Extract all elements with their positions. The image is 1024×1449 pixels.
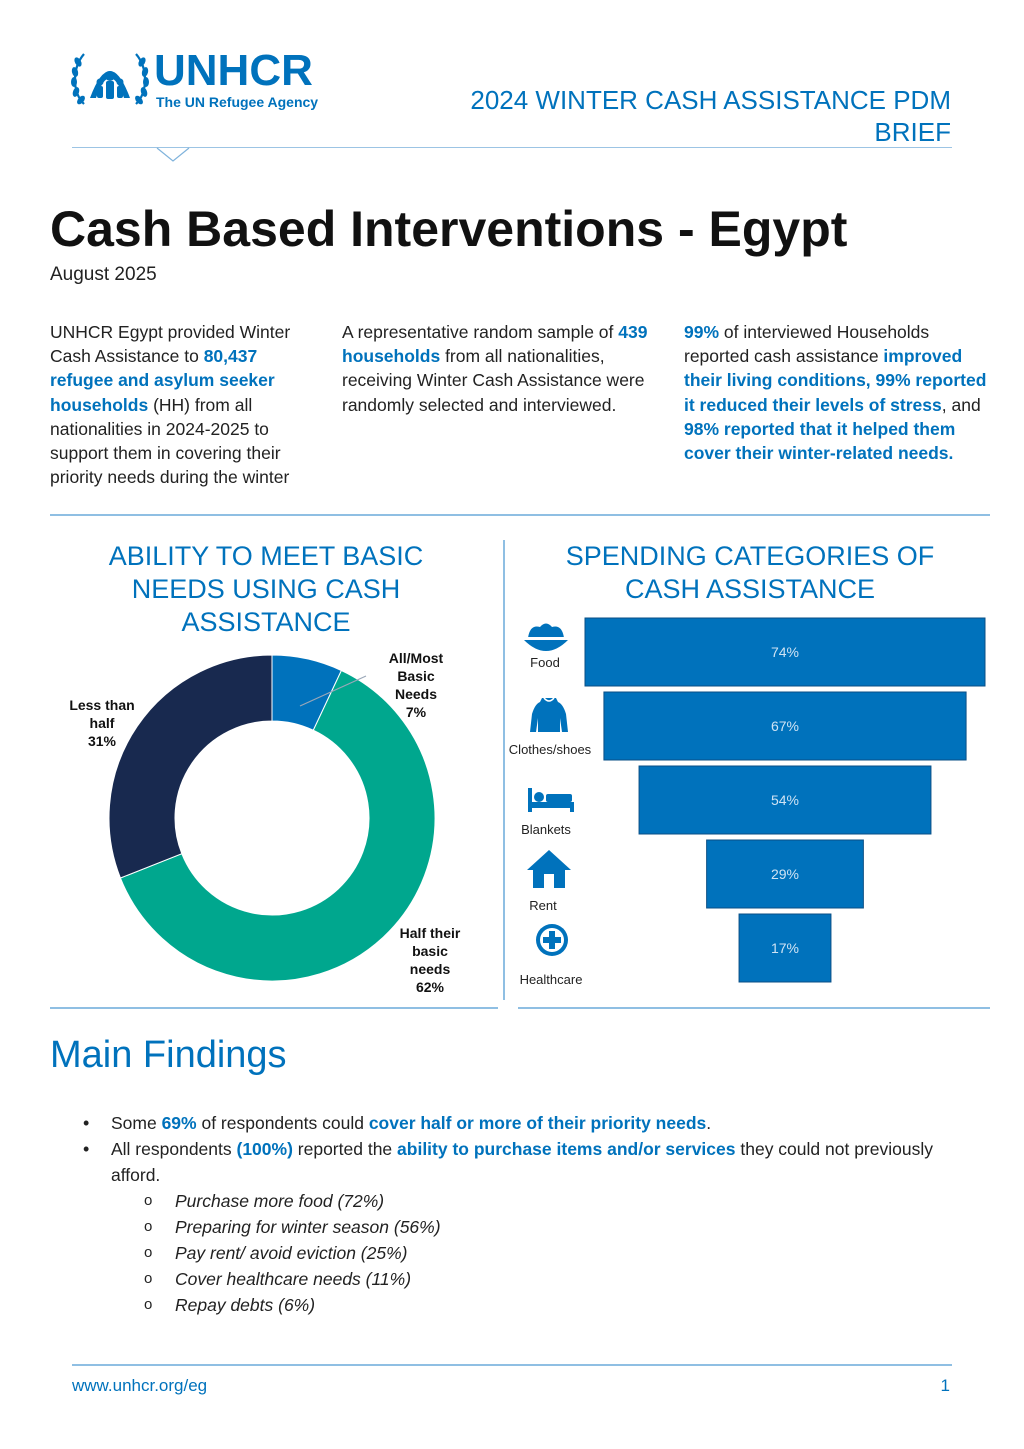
label-line: Basic xyxy=(397,668,435,684)
brief-title xyxy=(391,84,951,148)
label-line: Half their xyxy=(399,925,461,941)
findings-list xyxy=(80,1110,940,1318)
section-divider xyxy=(50,1007,498,1009)
intro-highlight: 98% reported that it helped them cover their winter-related needs. xyxy=(684,418,956,464)
chart-title-line: SPENDING CATEGORIES OF xyxy=(565,541,935,571)
category-label-healthcare: Healthcare xyxy=(519,972,583,987)
main-findings-title: Main Findings xyxy=(50,1034,287,1076)
category-label-blankets: Blankets xyxy=(521,822,571,837)
intro-text: UNHCR Egypt provided Winter Cash Assistance to xyxy=(50,322,291,367)
logo-wordmark: UNHCR xyxy=(154,46,313,95)
label-line: basic xyxy=(412,943,448,959)
spending-bar-value-label: 74% xyxy=(770,644,800,660)
label-line: 31% xyxy=(87,733,117,749)
finding-highlight: ability to purchase items and/or services xyxy=(397,1139,736,1159)
sub-list-item: o Pay rent/ avoid eviction (25%) xyxy=(80,1240,940,1266)
intro-highlight: 99% xyxy=(684,322,720,342)
intro-text: A representative random sample of xyxy=(342,322,619,342)
medical-cross-icon xyxy=(534,922,570,958)
finding-highlight: (100%) xyxy=(236,1139,293,1159)
category-label-rent: Rent xyxy=(529,898,557,913)
finding-text: they could not previously afford. xyxy=(111,1139,933,1185)
intro-text: from all nationalities, receiving Winter Cash Assistance were randomly selected and interviewed. xyxy=(342,346,645,415)
intro-column-2 xyxy=(342,320,657,417)
house-icon xyxy=(525,848,573,890)
intro-text: of interviewed Households reported cash assistance xyxy=(684,322,930,367)
intro-text: , and xyxy=(941,394,981,415)
spending-bar-value-label: 67% xyxy=(770,718,800,734)
page-title: Cash Based Interventions - Egypt xyxy=(50,201,848,257)
intro-text: (HH) from all nationalities in 2024-2025 to support them in covering their priority needs during the winter xyxy=(50,394,290,488)
spending-bar-value-label: 54% xyxy=(770,792,800,808)
finding-text: All respondents xyxy=(111,1139,237,1159)
chart-title-line: CASH ASSISTANCE xyxy=(624,574,876,604)
section-divider xyxy=(518,1007,990,1009)
category-label-clothes: Clothes/shoes xyxy=(508,742,592,757)
header-notch-icon xyxy=(156,147,190,163)
sub-list-item: o Preparing for winter season (56%) xyxy=(80,1214,940,1240)
food-bowl-icon xyxy=(520,618,572,658)
clothes-shirt-icon xyxy=(528,696,570,734)
donut-label-all-most xyxy=(366,649,466,721)
section-divider xyxy=(50,514,990,516)
label-line: All/Most xyxy=(388,650,444,666)
category-label-food: Food xyxy=(530,655,560,670)
label-line: needs xyxy=(409,961,451,977)
sub-list-item: o Purchase more food (72%) xyxy=(80,1188,940,1214)
chart-title-line: NEEDS USING CASH xyxy=(131,574,401,604)
laurel-logo-icon xyxy=(70,48,150,112)
intro-highlight: improved their living conditions, 99% reported it reduced their levels of stress xyxy=(684,346,987,415)
intro-column-3 xyxy=(684,320,994,465)
report-date: August 2025 xyxy=(50,264,157,285)
spending-bar-value-label: 17% xyxy=(770,940,800,956)
finding-highlight: 69% xyxy=(161,1113,197,1133)
brief-title-line2: BRIEF xyxy=(874,117,951,147)
sub-list-item: o Repay debts (6%) xyxy=(80,1292,940,1318)
spending-chart-title xyxy=(520,540,980,606)
label-line: half xyxy=(89,715,115,731)
footer-website-link[interactable]: www.unhcr.org/eg xyxy=(72,1376,208,1395)
finding-text: of respondents could xyxy=(196,1113,369,1133)
intro-highlight: 80,437 refugee and asylum seeker households xyxy=(50,346,275,415)
label-line: 62% xyxy=(415,979,445,995)
bed-icon xyxy=(526,786,576,814)
sub-list-item: o Cover healthcare needs (11%) xyxy=(80,1266,940,1292)
logo-subtitle: The UN Refugee Agency xyxy=(156,94,319,110)
spending-categories-chart xyxy=(505,610,1005,1010)
page-number: 1 xyxy=(940,1376,950,1395)
label-line: Less than xyxy=(69,697,135,713)
list-item xyxy=(80,1110,940,1136)
header-rule xyxy=(72,147,952,148)
brief-title-line1: 2024 WINTER CASH ASSISTANCE PDM xyxy=(470,85,951,115)
donut-slice-less-than-half xyxy=(109,655,272,878)
label-line: 7% xyxy=(405,704,427,720)
finding-text: reported the xyxy=(292,1139,398,1159)
donut-label-less-than-half xyxy=(52,696,152,750)
chart-title-line: ASSISTANCE xyxy=(181,607,351,637)
list-item xyxy=(80,1136,940,1188)
chart-title-line: ABILITY TO MEET BASIC xyxy=(108,541,424,571)
intro-column-1 xyxy=(50,320,322,489)
label-line: Needs xyxy=(394,686,438,702)
footer-rule xyxy=(72,1364,952,1366)
donut-label-half xyxy=(380,924,480,996)
spending-bar-value-label: 29% xyxy=(770,866,800,882)
unhcr-logo xyxy=(70,48,350,114)
intro-highlight: 439 households xyxy=(342,322,648,367)
finding-text: . xyxy=(706,1113,712,1133)
finding-highlight: cover half or more of their priority needs xyxy=(368,1113,707,1133)
finding-text: Some xyxy=(111,1113,162,1133)
